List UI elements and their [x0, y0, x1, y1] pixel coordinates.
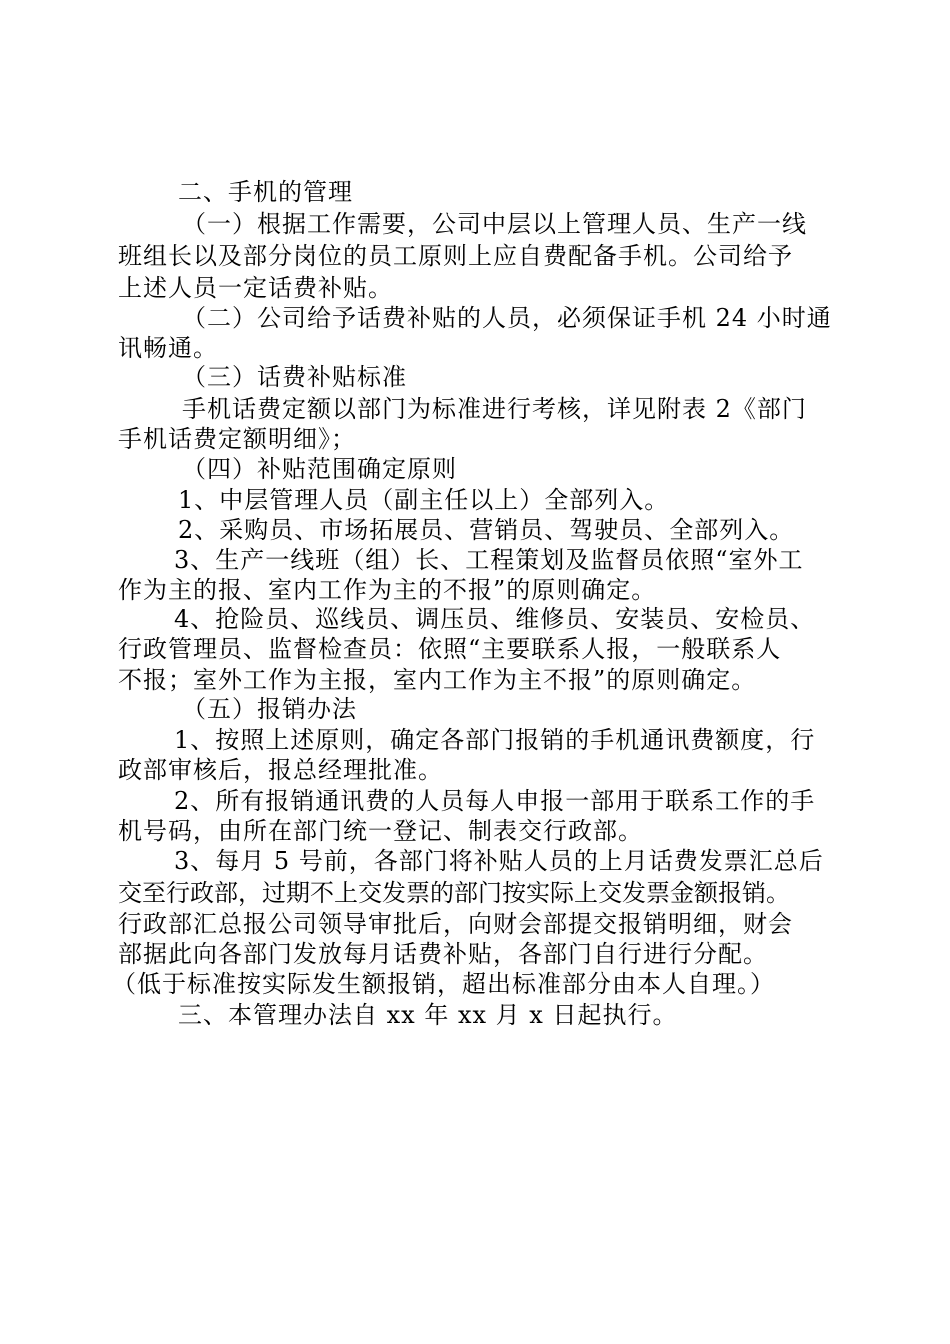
paragraph-line: 1、中层管理人员（副主任以上）全部列入。 — [178, 486, 670, 514]
paragraph-line: （低于标准按实际发生额报销，超出标准部分由本人自理。） — [112, 970, 775, 998]
paragraph-line: 部据此向各部门发放每月话费补贴，各部门自行进行分配。 — [118, 940, 768, 968]
paragraph-line: 2、所有报销通讯费的人员每人申报一部用于联系工作的手 — [174, 787, 816, 815]
paragraph-line: 上述人员一定话费补贴。 — [118, 274, 393, 302]
paragraph-line: 2、采购员、市场拓展员、营销员、驾驶员、全部列入。 — [178, 516, 795, 544]
paragraph-line: 交至行政部，过期不上交发票的部门按实际上交发票金额报销。 — [118, 879, 790, 907]
paragraph-line: 手机话费定额明细》； — [118, 425, 356, 453]
paragraph-line: 政部审核后，报总经理批准。 — [118, 756, 443, 784]
paragraph-line: 3、每月 5 号前，各部门将补贴人员的上月话费发票汇总后 — [174, 847, 824, 875]
paragraph-line: 手机话费定额以部门为标准进行考核，详见附表 2《部门 — [182, 395, 807, 423]
paragraph-line: 作为主的报、室内工作为主的不报”的原则确定。 — [118, 576, 657, 604]
section-heading: 二、手机的管理 — [178, 178, 353, 206]
section-heading: 三、本管理办法自 xx 年 xx 月 x 日起执行。 — [178, 1001, 678, 1029]
paragraph-line: 不报；室外工作为主报，室内工作为主不报”的原则确定。 — [118, 666, 757, 694]
subsection-heading: （三）话费补贴标准 — [182, 363, 407, 391]
paragraph-line: 班组长以及部分岗位的员工原则上应自费配备手机。公司给予 — [118, 242, 793, 270]
paragraph-line: 行政管理员、监督检查员：依照“主要联系人报，一般联系人 — [118, 635, 782, 663]
paragraph-line: 机号码，由所在部门统一登记、制表交行政部。 — [118, 817, 643, 845]
paragraph-line: 3、生产一线班（组）长、工程策划及监督员依照“室外工 — [174, 546, 804, 574]
paragraph-line: （一）根据工作需要，公司中层以上管理人员、生产一线 — [182, 210, 807, 238]
subsection-heading: （四）补贴范围确定原则 — [182, 455, 457, 483]
paragraph-line: 讯畅通。 — [118, 334, 218, 362]
subsection-heading: （五）报销办法 — [182, 695, 357, 723]
paragraph-line: 4、抢险员、巡线员、调压员、维修员、安装员、安检员、 — [174, 605, 816, 633]
paragraph-line: 行政部汇总报公司领导审批后，向财会部提交报销明细，财会 — [118, 910, 793, 938]
paragraph-line: 1、按照上述原则，确定各部门报销的手机通讯费额度，行 — [174, 726, 816, 754]
paragraph-line: （二）公司给予话费补贴的人员，必须保证手机 24 小时通 — [182, 304, 832, 332]
